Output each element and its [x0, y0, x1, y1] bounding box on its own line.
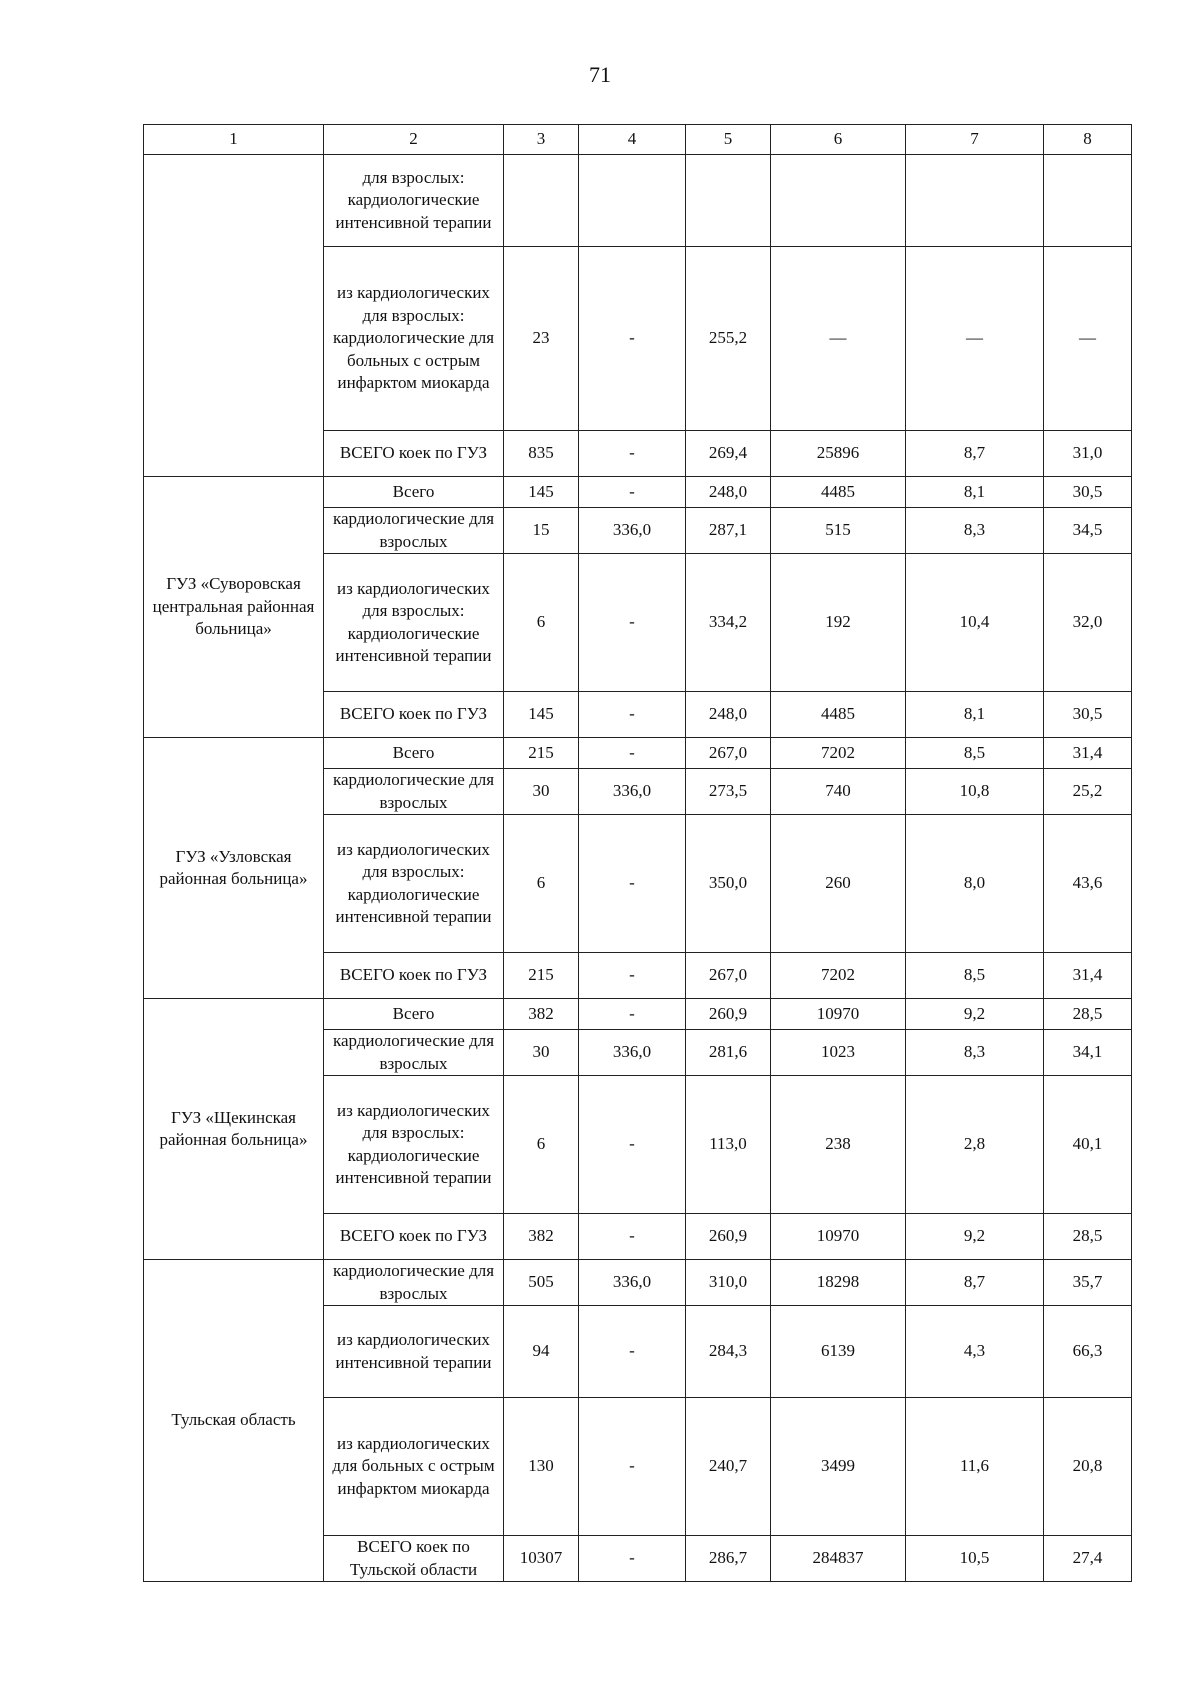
table-row	[144, 155, 1132, 247]
bed-profile-cell: кардиологические для взрослых	[324, 1030, 504, 1076]
value-cell-col-8: —	[1044, 247, 1132, 431]
value-cell-col-6: 25896	[771, 431, 906, 477]
value-cell-col-8: 31,0	[1044, 431, 1132, 477]
bed-profile-cell: Всего	[324, 738, 504, 769]
value-cell-col-7: 8,5	[906, 738, 1044, 769]
value-cell-col-8: 27,4	[1044, 1536, 1132, 1582]
hospital-name-cell: ГУЗ «Суворовская центральная районная больница»	[144, 477, 324, 738]
value-cell-col-8: 32,0	[1044, 554, 1132, 692]
value-cell-col-3: 215	[504, 738, 579, 769]
value-cell-col-5: 281,6	[686, 1030, 771, 1076]
value-cell-col-6: 1023	[771, 1030, 906, 1076]
header-cell: 6	[771, 125, 906, 155]
value-cell-col-5: 255,2	[686, 247, 771, 431]
value-cell-col-8: 30,5	[1044, 477, 1132, 508]
bed-profile-cell: из кардиологических для больных с острым инфарктом миокарда	[324, 1398, 504, 1536]
value-cell-col-7: 9,2	[906, 999, 1044, 1030]
header-cell: 5	[686, 125, 771, 155]
value-cell-col-7: 10,5	[906, 1536, 1044, 1582]
value-cell-col-3: 6	[504, 1076, 579, 1214]
value-cell-col-5	[686, 155, 771, 247]
value-cell-col-3: 10307	[504, 1536, 579, 1582]
table-row	[144, 1260, 1132, 1306]
bed-profile-cell: кардиологические для взрослых	[324, 769, 504, 815]
value-cell-col-6: 7202	[771, 738, 906, 769]
value-cell-col-4: -	[579, 1536, 686, 1582]
value-cell-col-5: 269,4	[686, 431, 771, 477]
header-cell: 2	[324, 125, 504, 155]
value-cell-col-4: -	[579, 247, 686, 431]
value-cell-col-7	[906, 155, 1044, 247]
value-cell-col-4: -	[579, 953, 686, 999]
table-row	[144, 999, 1132, 1030]
value-cell-col-3	[504, 155, 579, 247]
value-cell-col-3: 130	[504, 1398, 579, 1536]
value-cell-col-4: -	[579, 738, 686, 769]
value-cell-col-8: 31,4	[1044, 953, 1132, 999]
value-cell-col-6: 4485	[771, 477, 906, 508]
bed-profile-cell: из кардиологических интенсивной терапии	[324, 1306, 504, 1398]
value-cell-col-5: 310,0	[686, 1260, 771, 1306]
value-cell-col-7: 9,2	[906, 1214, 1044, 1260]
value-cell-col-3: 15	[504, 508, 579, 554]
value-cell-col-3: 30	[504, 1030, 579, 1076]
value-cell-col-8: 34,1	[1044, 1030, 1132, 1076]
value-cell-col-4: -	[579, 999, 686, 1030]
value-cell-col-7: 8,1	[906, 477, 1044, 508]
value-cell-col-7: —	[906, 247, 1044, 431]
value-cell-col-7: 10,4	[906, 554, 1044, 692]
value-cell-col-8: 40,1	[1044, 1076, 1132, 1214]
value-cell-col-3: 505	[504, 1260, 579, 1306]
value-cell-col-7: 2,8	[906, 1076, 1044, 1214]
value-cell-col-8: 34,5	[1044, 508, 1132, 554]
value-cell-col-6: 238	[771, 1076, 906, 1214]
bed-profile-cell: Всего	[324, 477, 504, 508]
value-cell-col-3: 215	[504, 953, 579, 999]
value-cell-col-4: -	[579, 477, 686, 508]
value-cell-col-5: 284,3	[686, 1306, 771, 1398]
value-cell-col-4: -	[579, 1214, 686, 1260]
value-cell-col-6: 4485	[771, 692, 906, 738]
value-cell-col-5: 113,0	[686, 1076, 771, 1214]
value-cell-col-4: -	[579, 1076, 686, 1214]
value-cell-col-5: 267,0	[686, 953, 771, 999]
hospital-name-cell: Тульская область	[144, 1260, 324, 1582]
bed-profile-cell: ВСЕГО коек по ГУЗ	[324, 953, 504, 999]
value-cell-col-3: 145	[504, 477, 579, 508]
value-cell-col-3: 835	[504, 431, 579, 477]
value-cell-col-8: 66,3	[1044, 1306, 1132, 1398]
value-cell-col-3: 94	[504, 1306, 579, 1398]
value-cell-col-5: 267,0	[686, 738, 771, 769]
header-cell: 3	[504, 125, 579, 155]
value-cell-col-4: 336,0	[579, 1030, 686, 1076]
bed-profile-cell: из кардиологических для взрослых: кардиологические интенсивной терапии	[324, 815, 504, 953]
value-cell-col-7: 8,1	[906, 692, 1044, 738]
value-cell-col-8	[1044, 155, 1132, 247]
value-cell-col-7: 8,5	[906, 953, 1044, 999]
value-cell-col-5: 286,7	[686, 1536, 771, 1582]
value-cell-col-7: 8,7	[906, 1260, 1044, 1306]
value-cell-col-6: 284837	[771, 1536, 906, 1582]
value-cell-col-3: 23	[504, 247, 579, 431]
bed-profile-cell: из кардиологических для взрослых: кардиологические интенсивной терапии	[324, 554, 504, 692]
value-cell-col-5: 273,5	[686, 769, 771, 815]
value-cell-col-7: 8,7	[906, 431, 1044, 477]
value-cell-col-7: 11,6	[906, 1398, 1044, 1536]
bed-profile-cell: ВСЕГО коек по ГУЗ	[324, 1214, 504, 1260]
value-cell-col-7: 10,8	[906, 769, 1044, 815]
value-cell-col-6: 6139	[771, 1306, 906, 1398]
table-row	[144, 477, 1132, 508]
value-cell-col-5: 287,1	[686, 508, 771, 554]
value-cell-col-8: 43,6	[1044, 815, 1132, 953]
value-cell-col-6: 740	[771, 769, 906, 815]
value-cell-col-7: 8,0	[906, 815, 1044, 953]
value-cell-col-8: 20,8	[1044, 1398, 1132, 1536]
value-cell-col-4: -	[579, 431, 686, 477]
value-cell-col-4: 336,0	[579, 769, 686, 815]
value-cell-col-3: 145	[504, 692, 579, 738]
header-cell: 1	[144, 125, 324, 155]
value-cell-col-3: 6	[504, 554, 579, 692]
value-cell-col-6: 192	[771, 554, 906, 692]
value-cell-col-4: -	[579, 692, 686, 738]
value-cell-col-5: 260,9	[686, 1214, 771, 1260]
hospital-name-cell: ГУЗ «Щекинская районная больница»	[144, 999, 324, 1260]
value-cell-col-3: 30	[504, 769, 579, 815]
value-cell-col-4: -	[579, 1398, 686, 1536]
bed-profile-cell: ВСЕГО коек по Тульской области	[324, 1536, 504, 1582]
value-cell-col-5: 248,0	[686, 692, 771, 738]
bed-profile-cell: для взрослых: кардиологические интенсивной терапии	[324, 155, 504, 247]
value-cell-col-6: 7202	[771, 953, 906, 999]
value-cell-col-8: 28,5	[1044, 999, 1132, 1030]
value-cell-col-6: 260	[771, 815, 906, 953]
value-cell-col-7: 8,3	[906, 508, 1044, 554]
value-cell-col-6: 3499	[771, 1398, 906, 1536]
value-cell-col-3: 382	[504, 999, 579, 1030]
header-cell: 8	[1044, 125, 1132, 155]
value-cell-col-4	[579, 155, 686, 247]
value-cell-col-5: 260,9	[686, 999, 771, 1030]
hospital-name-cell	[144, 155, 324, 477]
value-cell-col-5: 240,7	[686, 1398, 771, 1536]
value-cell-col-4: 336,0	[579, 508, 686, 554]
hospital-name-cell: ГУЗ «Узловская районная больница»	[144, 738, 324, 999]
value-cell-col-6: —	[771, 247, 906, 431]
table-body	[144, 125, 1132, 1582]
value-cell-col-6	[771, 155, 906, 247]
value-cell-col-6: 10970	[771, 999, 906, 1030]
beds-table	[143, 124, 1132, 1582]
bed-profile-cell: ВСЕГО коек по ГУЗ	[324, 692, 504, 738]
bed-profile-cell: кардиологические для взрослых	[324, 1260, 504, 1306]
bed-profile-cell: из кардиологических для взрослых: кардиологические для больных с острым инфарктом миокарда	[324, 247, 504, 431]
value-cell-col-5: 334,2	[686, 554, 771, 692]
value-cell-col-6: 515	[771, 508, 906, 554]
page-number: 71	[589, 62, 611, 87]
value-cell-col-6: 10970	[771, 1214, 906, 1260]
value-cell-col-5: 350,0	[686, 815, 771, 953]
bed-profile-cell: кардиологические для взрослых	[324, 508, 504, 554]
value-cell-col-8: 35,7	[1044, 1260, 1132, 1306]
value-cell-col-7: 8,3	[906, 1030, 1044, 1076]
value-cell-col-8: 31,4	[1044, 738, 1132, 769]
value-cell-col-4: -	[579, 815, 686, 953]
header-row	[144, 125, 1132, 155]
value-cell-col-4: -	[579, 554, 686, 692]
value-cell-col-5: 248,0	[686, 477, 771, 508]
bed-profile-cell: Всего	[324, 999, 504, 1030]
value-cell-col-7: 4,3	[906, 1306, 1044, 1398]
value-cell-col-6: 18298	[771, 1260, 906, 1306]
header-cell: 4	[579, 125, 686, 155]
bed-profile-cell: из кардиологических для взрослых: кардиологические интенсивной терапии	[324, 1076, 504, 1214]
value-cell-col-3: 6	[504, 815, 579, 953]
value-cell-col-4: -	[579, 1306, 686, 1398]
bed-profile-cell: ВСЕГО коек по ГУЗ	[324, 431, 504, 477]
value-cell-col-3: 382	[504, 1214, 579, 1260]
header-cell: 7	[906, 125, 1044, 155]
value-cell-col-8: 30,5	[1044, 692, 1132, 738]
value-cell-col-8: 25,2	[1044, 769, 1132, 815]
table-row	[144, 738, 1132, 769]
value-cell-col-8: 28,5	[1044, 1214, 1132, 1260]
value-cell-col-4: 336,0	[579, 1260, 686, 1306]
